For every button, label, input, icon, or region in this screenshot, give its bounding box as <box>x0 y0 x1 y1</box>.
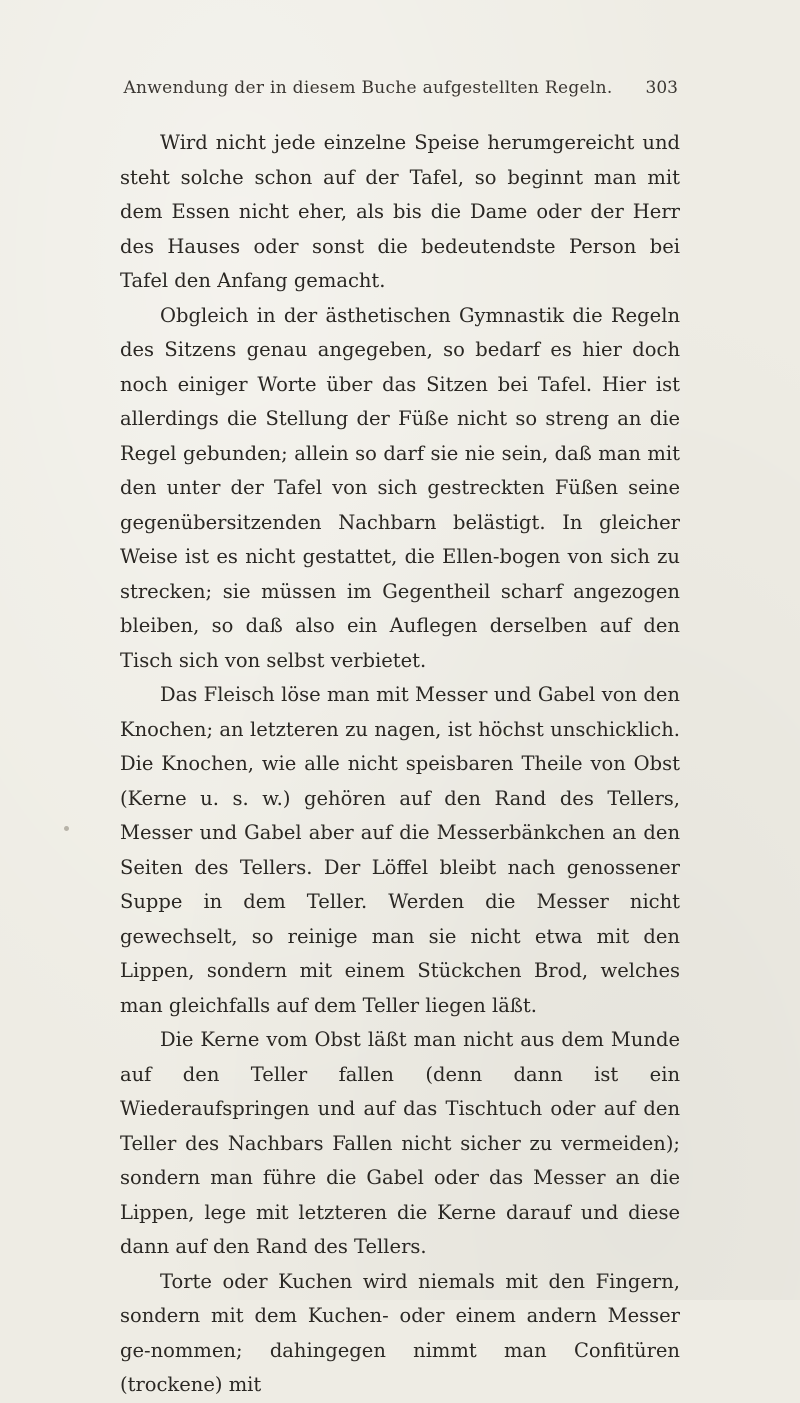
paragraph: Das Fleisch löse man mit Messer und Gabel von den Knochen; an letzteren zu nagen, ist höchst unschicklich. Die Knochen, wie alle nicht speisbaren Theile von Obst (Kerne u. s. w.) gehören auf den Rand des Tellers, Messer und Gabel aber auf die Messerbänkchen an den Seiten des Tellers. Der Löffel bleibt nach genossener Suppe in dem Teller. Werden die Messer nicht gewechselt, so reinige man sie nicht etwa mit den Lippen, sondern mit einem Stückchen Brod, welches man gleichfalls auf dem Teller liegen läßt. <box>120 683 680 1017</box>
paragraph: Torte oder Kuchen wird niemals mit den Fingern, sondern mit dem Kuchen- oder einem andern Messer ge-nommen; dahingegen nimmt man Confitüren (trockene) mit <box>120 1269 680 1396</box>
paragraph: Wird nicht jede einzelne Speise herumgereicht und steht solche schon auf der Tafel, so beginnt man mit dem Essen nicht eher, als bis die Dame oder der Herr des Hauses oder sonst die bedeutendste Person bei Tafel den Anfang gemacht. <box>120 131 680 292</box>
page-number: 303 <box>645 78 678 98</box>
page-header <box>118 78 678 108</box>
running-title: Anwendung der in diesem Buche aufgestellten Regeln. <box>123 78 613 98</box>
body-text <box>120 126 680 1403</box>
paragraph: Obgleich in der ästhetischen Gymnastik die Regeln des Sitzens genau angegeben, so bedarf es hier doch noch einiger Worte über das Sitzen bei Tafel. Hier ist allerdings die Stellung der Füße nicht so streng an die Regel gebunden; allein so darf sie nie sein, daß man mit den unter der Tafel von sich gestreckten Füßen seine gegenübersitzenden Nachbarn belästigt. In gleicher Weise ist es nicht gestattet, die Ellen-bogen von sich zu strecken; sie müssen im Gegentheil scharf angezogen bleiben, so daß also ein Auflegen derselben auf den Tisch sich von selbst verbietet. <box>120 303 680 672</box>
paragraph: Die Kerne vom Obst läßt man nicht aus dem Munde auf den Teller fallen (denn dann ist ein Wiederaufspringen und auf das Tischtuch oder auf den Teller des Nachbars Fallen nicht sicher zu vermeiden); sondern man führe die Gabel oder das Messer an die Lippen, lege mit letzteren die Kerne darauf und diese dann auf den Rand des Tellers. <box>120 1028 680 1258</box>
paper-speck <box>64 826 69 831</box>
